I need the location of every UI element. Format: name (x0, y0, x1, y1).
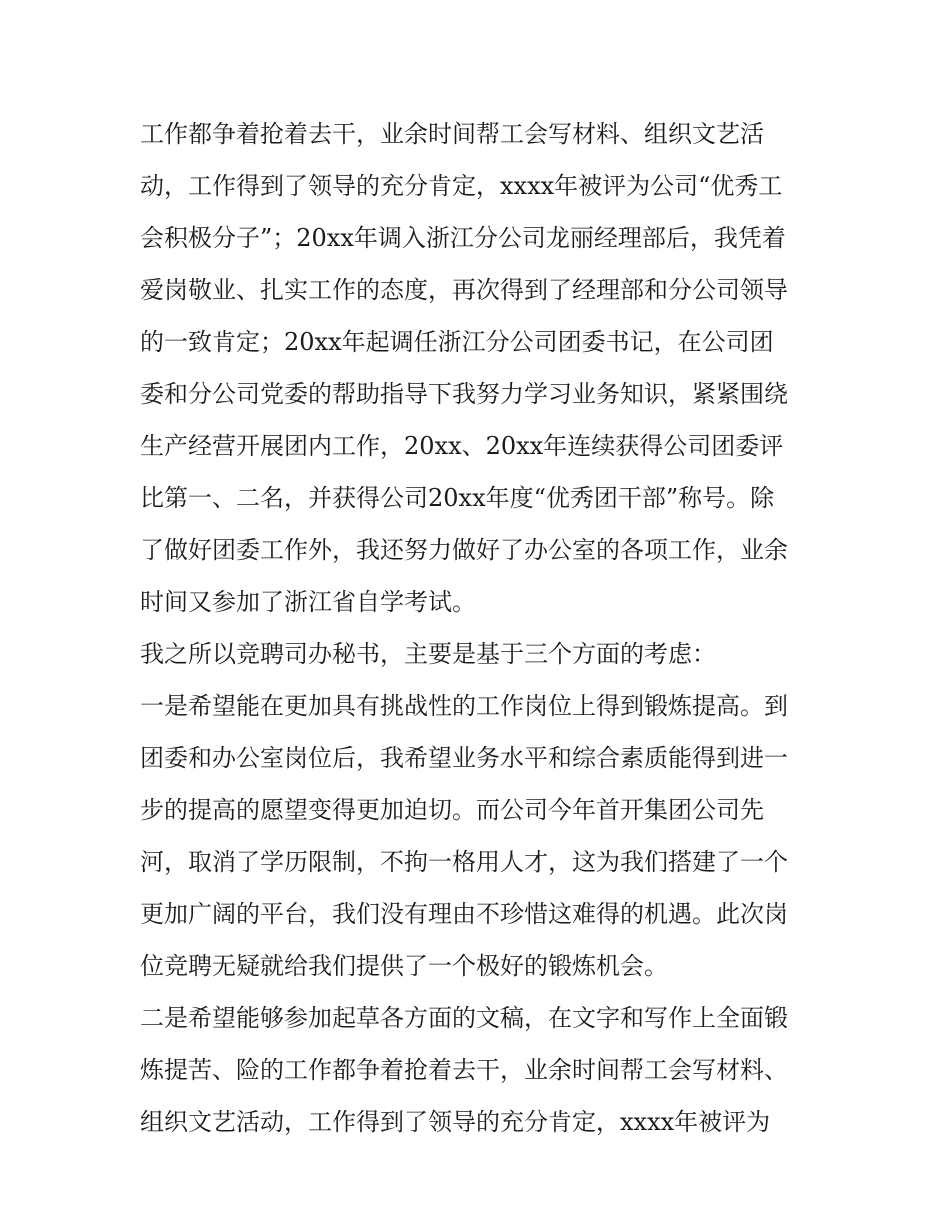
text-line: 团委和办公室岗位后，我希望业务水平和综合素质能得到进一 (140, 744, 788, 772)
text-line: 比第一、二名，并获得公司20xx年度“优秀团干部”称号。除 (140, 484, 775, 512)
text-line: 更加广阔的平台，我们没有理由不珍惜这难得的机遇。此次岗 (140, 900, 788, 928)
text-line: 我之所以竞聘司办秘书，主要是基于三个方面的考虑： (140, 640, 716, 668)
text-line: 组织文艺活动，工作得到了领导的充分肯定，xxxx年被评为 (140, 1108, 771, 1136)
text-line: 工作都争着抢着去干，业余时间帮工会写材料、组织文艺活 (140, 120, 764, 148)
text-line: 了做好团委工作外，我还努力做好了办公室的各项工作，业余 (140, 536, 788, 564)
text-line: 位竞聘无疑就给我们提供了一个极好的锻炼机会。 (140, 952, 668, 980)
body-text (140, 108, 840, 1148)
text-line: 的一致肯定；20xx年起调任浙江分公司团委书记，在公司团 (140, 328, 774, 356)
text-line: 会积极分子”；20xx年调入浙江分公司龙丽经理部后，我凭着 (140, 224, 786, 252)
text-line: 时间又参加了浙江省自学考试。 (140, 588, 476, 616)
text-line: 一是希望能在更加具有挑战性的工作岗位上得到锻炼提高。到 (140, 692, 788, 720)
text-line: 河，取消了学历限制，不拘一格用人才，这为我们搭建了一个 (140, 848, 788, 876)
text-line: 步的提高的愿望变得更加迫切。而公司今年首开集团公司先 (140, 796, 764, 824)
text-line: 动，工作得到了领导的充分肯定，xxxx年被评为公司“优秀工 (140, 172, 783, 200)
text-line: 生产经营开展团内工作，20xx、20xx年连续获得公司团委评 (140, 432, 784, 460)
text-line: 二是希望能够参加起草各方面的文稿，在文字和写作上全面锻 (140, 1004, 788, 1032)
text-line: 委和分公司党委的帮助指导下我努力学习业务知识，紧紧围绕 (140, 380, 788, 408)
text-line: 爱岗敬业、扎实工作的态度，再次得到了经理部和分公司领导 (140, 276, 788, 304)
text-line: 炼提苦、险的工作都争着抢着去干，业余时间帮工会写材料、 (140, 1056, 788, 1084)
